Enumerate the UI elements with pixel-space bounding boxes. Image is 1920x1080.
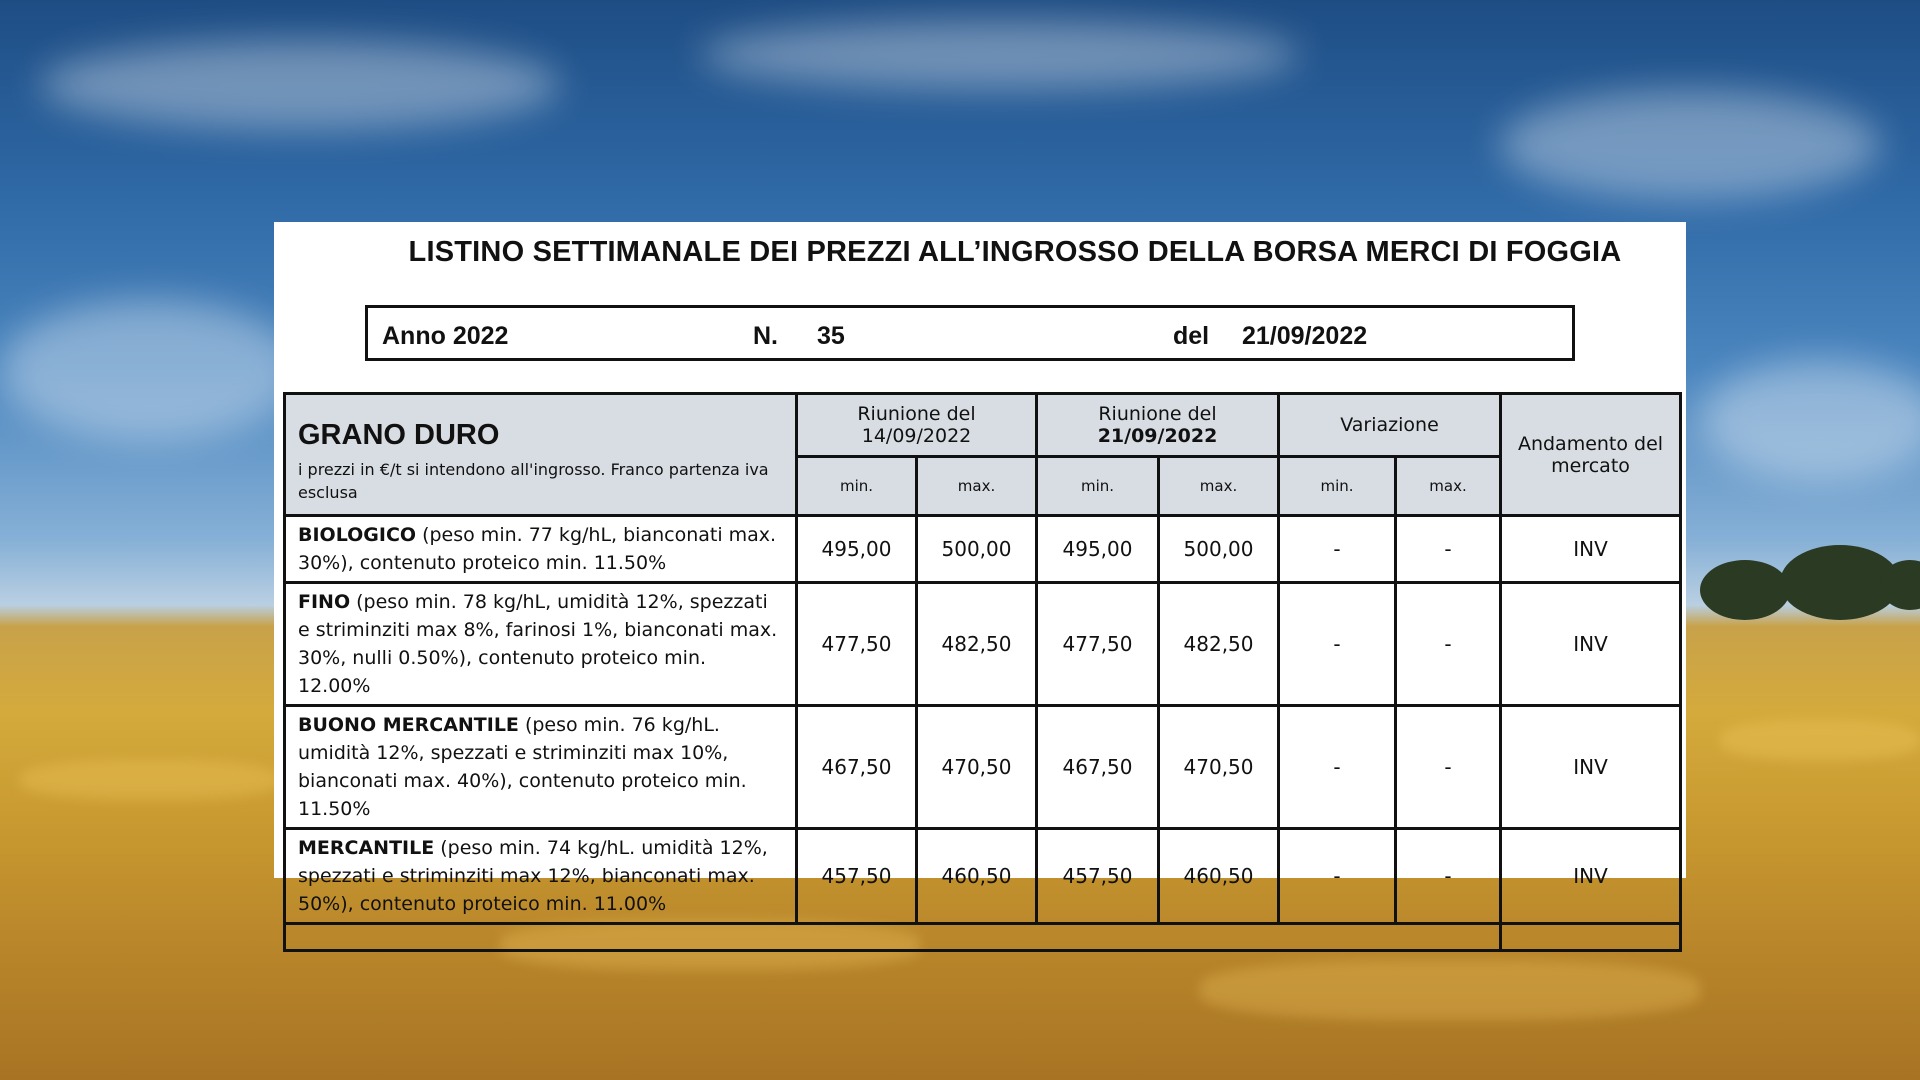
prev-meeting-label: Riunione del xyxy=(857,403,976,425)
trend-cell: INV xyxy=(1501,516,1681,583)
price-list-card xyxy=(274,222,1686,915)
number-value: 35 xyxy=(817,322,845,350)
prev-min-cell: 477,50 xyxy=(797,583,917,706)
row-detail: (peso min. 76 kg/hL. umidità 12%, spezzati e striminziti max 10%, bianconati max. 40%), contenuto proteico min. 11.50% xyxy=(298,714,747,820)
wheat-streak xyxy=(1720,720,1920,760)
prev-max-cell: 470,50 xyxy=(917,706,1037,829)
empty-cell xyxy=(285,924,1501,951)
var-max-cell: - xyxy=(1396,583,1501,706)
table-row xyxy=(285,829,1681,924)
curr-min-cell: 477,50 xyxy=(1037,583,1159,706)
cloud-shape xyxy=(40,40,560,130)
prev-min-cell: 457,50 xyxy=(797,829,917,924)
number-label: N. xyxy=(753,322,778,350)
row-name: FINO xyxy=(298,591,351,613)
cloud-shape xyxy=(700,20,1300,90)
curr-max-header: max. xyxy=(1159,457,1279,516)
row-description xyxy=(285,706,797,829)
var-min-cell: - xyxy=(1279,706,1396,829)
product-note: i prezzi in €/t si intendono all'ingrosso. Franco partenza iva esclusa xyxy=(298,460,769,502)
var-min-cell: - xyxy=(1279,829,1396,924)
trend-cell: INV xyxy=(1501,829,1681,924)
row-name: BUONO MERCANTILE xyxy=(298,714,519,736)
curr-min-cell: 467,50 xyxy=(1037,706,1159,829)
curr-meeting-date: 21/09/2022 xyxy=(1097,425,1218,447)
curr-min-header: min. xyxy=(1037,457,1159,516)
row-name: BIOLOGICO xyxy=(298,524,417,546)
row-name: MERCANTILE xyxy=(298,837,435,859)
curr-max-cell: 460,50 xyxy=(1159,829,1279,924)
curr-min-cell: 457,50 xyxy=(1037,829,1159,924)
page-title: LISTINO SETTIMANALE DEI PREZZI ALL’INGROSSO DELLA BORSA MERCI DI FOGGIA xyxy=(408,236,1622,268)
row-detail: (peso min. 77 kg/hL, bianconati max. 30%), contenuto proteico min. 11.50% xyxy=(298,524,777,574)
product-header xyxy=(285,394,797,516)
curr-max-cell: 470,50 xyxy=(1159,706,1279,829)
empty-cell xyxy=(1501,924,1681,951)
row-description xyxy=(285,829,797,924)
trend-cell: INV xyxy=(1501,583,1681,706)
table-row xyxy=(285,583,1681,706)
price-table xyxy=(283,392,1682,952)
prev-meeting-header xyxy=(797,394,1037,457)
row-detail: (peso min. 74 kg/hL. umidità 12%, spezzati e striminziti max 12%, bianconati max. 50%), contenuto proteico min. 11.00% xyxy=(298,837,768,915)
var-min-header: min. xyxy=(1279,457,1396,516)
prev-meeting-date: 14/09/2022 xyxy=(861,425,972,447)
bulletin-header xyxy=(365,305,1575,361)
wheat-streak xyxy=(20,760,280,800)
prev-min-cell: 495,00 xyxy=(797,516,917,583)
variation-header: Variazione xyxy=(1279,394,1501,457)
var-max-cell: - xyxy=(1396,706,1501,829)
table-row xyxy=(285,516,1681,583)
prev-max-cell: 482,50 xyxy=(917,583,1037,706)
var-max-cell: - xyxy=(1396,829,1501,924)
cloud-shape xyxy=(1500,90,1880,200)
prev-max-cell: 500,00 xyxy=(917,516,1037,583)
product-title: GRANO DURO xyxy=(298,419,500,451)
cloud-shape xyxy=(1700,360,1920,480)
var-min-cell: - xyxy=(1279,583,1396,706)
table-row-empty xyxy=(285,924,1681,951)
market-trend-header: Andamento del mercato xyxy=(1501,394,1681,516)
curr-max-cell: 500,00 xyxy=(1159,516,1279,583)
prev-max-cell: 460,50 xyxy=(917,829,1037,924)
wheat-streak xyxy=(1200,960,1700,1020)
cloud-shape xyxy=(0,300,300,440)
tree-shape xyxy=(1700,560,1790,620)
var-max-header: max. xyxy=(1396,457,1501,516)
curr-meeting-header xyxy=(1037,394,1279,457)
var-max-cell: - xyxy=(1396,516,1501,583)
prev-min-header: min. xyxy=(797,457,917,516)
row-description xyxy=(285,516,797,583)
year-label: Anno 2022 xyxy=(382,322,509,350)
trend-cell: INV xyxy=(1501,706,1681,829)
curr-min-cell: 495,00 xyxy=(1037,516,1159,583)
row-description xyxy=(285,583,797,706)
date-value: 21/09/2022 xyxy=(1242,322,1368,350)
curr-meeting-label: Riunione del xyxy=(1098,403,1217,425)
curr-max-cell: 482,50 xyxy=(1159,583,1279,706)
table-row xyxy=(285,706,1681,829)
prev-min-cell: 467,50 xyxy=(797,706,917,829)
row-detail: (peso min. 78 kg/hL, umidità 12%, spezzati e striminziti max 8%, farinosi 1%, bianconati max. 30%, nulli 0.50%), contenuto proteico min. 12.00% xyxy=(298,591,778,697)
var-min-cell: - xyxy=(1279,516,1396,583)
date-label: del xyxy=(1173,322,1210,350)
prev-max-header: max. xyxy=(917,457,1037,516)
